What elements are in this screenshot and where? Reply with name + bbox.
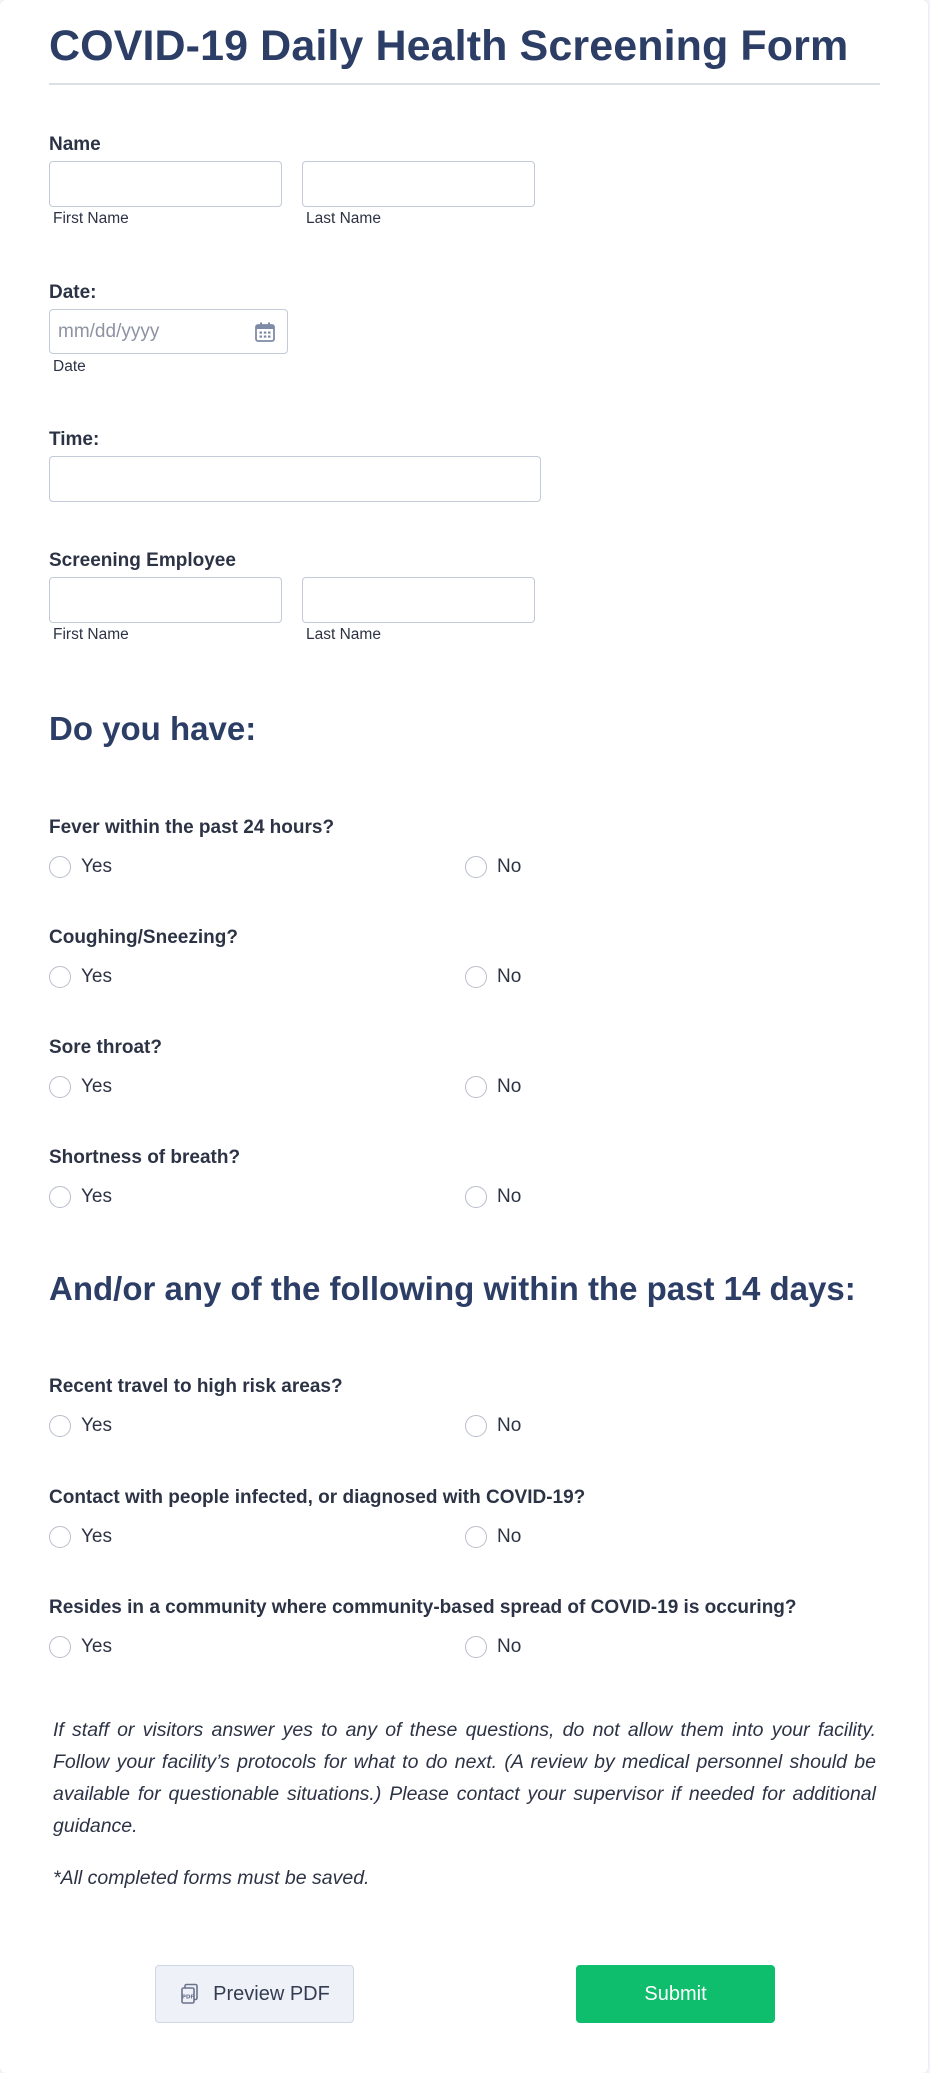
option-no-label[interactable]: No (497, 966, 522, 987)
question-label: Fever within the past 24 hours? (49, 817, 335, 838)
time-label: Time: (49, 429, 100, 450)
radio-no[interactable] (465, 1076, 487, 1098)
option-yes-label[interactable]: Yes (81, 1526, 112, 1547)
section-heading-symptoms: Do you have: (49, 710, 257, 747)
last-name-sublabel: Last Name (306, 210, 381, 227)
name-label: Name (49, 134, 101, 155)
preview-pdf-label: Preview PDF (213, 1982, 330, 2005)
radio-no[interactable] (465, 1636, 487, 1658)
option-yes-label[interactable]: Yes (81, 1186, 112, 1207)
date-label: Date: (49, 282, 97, 303)
date-input[interactable] (49, 309, 288, 354)
radio-yes[interactable] (49, 966, 71, 988)
option-yes-label[interactable]: Yes (81, 966, 112, 987)
question-label: Contact with people infected, or diagnosed with COVID-19? (49, 1487, 586, 1508)
section-heading-exposure: And/or any of the following within the past 14 days: (49, 1270, 856, 1307)
option-no-label[interactable]: No (497, 856, 522, 877)
option-yes-label[interactable]: Yes (81, 856, 112, 877)
title-divider (49, 83, 880, 85)
radio-no[interactable] (465, 856, 487, 878)
option-no-label[interactable]: No (497, 1186, 522, 1207)
radio-yes[interactable] (49, 1526, 71, 1548)
option-yes-label[interactable]: Yes (81, 1415, 112, 1436)
question-label: Recent travel to high risk areas? (49, 1376, 343, 1397)
employee-first-name-input[interactable] (49, 577, 282, 623)
calendar-icon[interactable] (254, 321, 276, 343)
employee-first-name-sublabel: First Name (53, 626, 129, 643)
option-yes-label[interactable]: Yes (81, 1076, 112, 1097)
employee-last-name-sublabel: Last Name (306, 626, 381, 643)
option-no-label[interactable]: No (497, 1076, 522, 1097)
submit-button[interactable] (576, 1965, 775, 2023)
instructions-text: If staff or visitors answer yes to any of these questions, do not allow them into your facility. Follow your facility’s protocols for what to do next. (A review by medical personnel should be available for questionable situations.) Please contact your supervisor if needed for additional guidance. (53, 1719, 876, 1837)
time-input[interactable] (49, 456, 541, 502)
date-sublabel: Date (53, 358, 86, 375)
question-label: Coughing/Sneezing? (49, 927, 238, 948)
first-name-input[interactable] (49, 161, 282, 207)
question-label: Resides in a community where community-based spread of COVID-19 is occuring? (49, 1597, 797, 1618)
option-no-label[interactable]: No (497, 1415, 522, 1436)
date-placeholder: mm/dd/yyyy (58, 321, 160, 342)
screening-employee-label: Screening Employee (49, 550, 236, 571)
form-title: COVID-19 Daily Health Screening Form (49, 22, 849, 70)
preview-pdf-button[interactable] (155, 1965, 354, 2023)
radio-no[interactable] (465, 1415, 487, 1437)
radio-yes[interactable] (49, 1636, 71, 1658)
radio-yes[interactable] (49, 856, 71, 878)
option-yes-label[interactable]: Yes (81, 1636, 112, 1657)
pdf-document-icon (179, 1983, 201, 2005)
radio-yes[interactable] (49, 1076, 71, 1098)
employee-last-name-input[interactable] (302, 577, 535, 623)
radio-yes[interactable] (49, 1415, 71, 1437)
first-name-sublabel: First Name (53, 210, 129, 227)
last-name-input[interactable] (302, 161, 535, 207)
radio-yes[interactable] (49, 1186, 71, 1208)
submit-label: Submit (644, 1982, 707, 2005)
svg-text:PDF: PDF (181, 1994, 195, 2001)
radio-no[interactable] (465, 1526, 487, 1548)
option-no-label[interactable]: No (497, 1636, 522, 1657)
question-label: Sore throat? (49, 1037, 162, 1058)
radio-no[interactable] (465, 1186, 487, 1208)
question-label: Shortness of breath? (49, 1147, 241, 1168)
saved-note: *All completed forms must be saved. (53, 1867, 370, 1889)
radio-no[interactable] (465, 966, 487, 988)
option-no-label[interactable]: No (497, 1526, 522, 1547)
